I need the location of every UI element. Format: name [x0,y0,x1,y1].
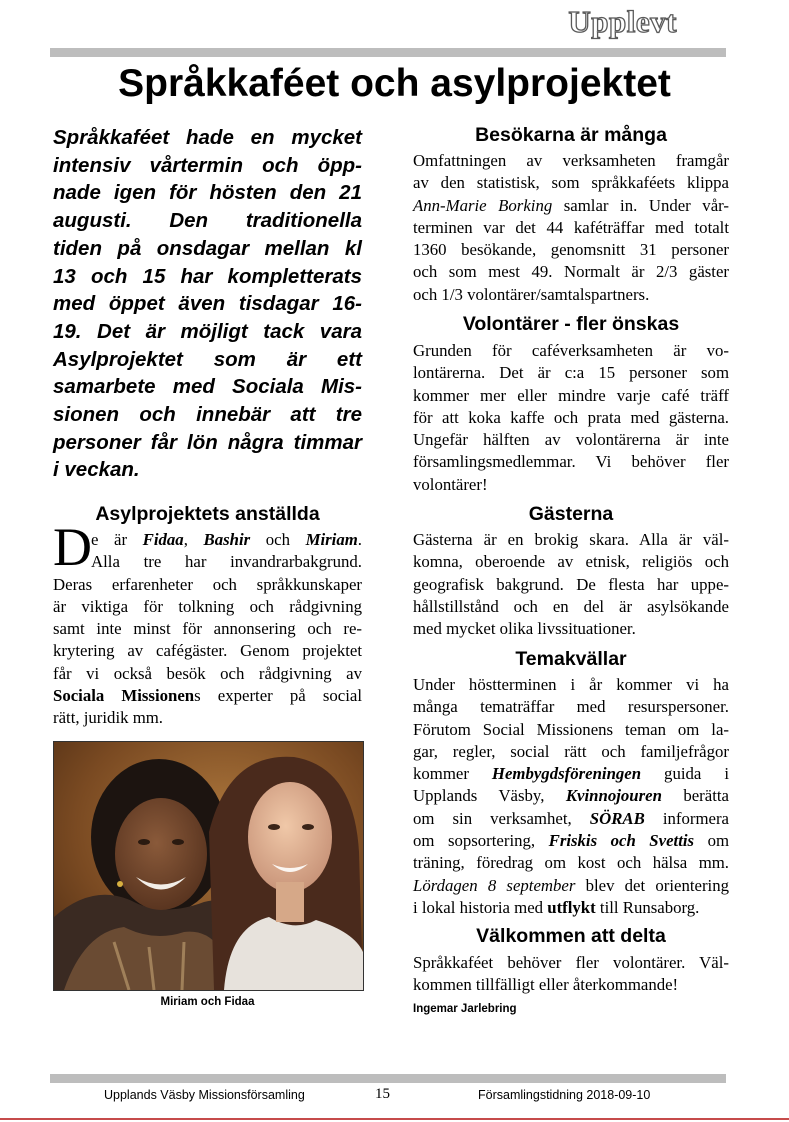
drop-cap: D [53,517,92,577]
volunteers-line: församlingsmedlemmar. Vi behöver fler [413,452,729,472]
footer-issue: Församlingstidning 2018-09-10 [478,1088,651,1102]
staff-line: e är Fidaa, Bashir och Miriam. [91,530,362,549]
volunteers-paragraph [413,340,729,496]
volunteers-line: kommer mer eller mindre varje café träff [413,385,729,405]
staff-line: Alla tre har invandrarbakgrund. [91,552,362,572]
photo-caption: Miriam och Fidaa [160,996,255,1008]
theme-line: i lokal historia med utflykt till Runsaborg. [413,897,700,917]
lead-line: 19. Det är möjligt tack vara [53,319,362,343]
volunteers-line: för att koka kaffe och prata med gästerna. [413,407,729,427]
lead-line: tiden på onsdagar mellan kl [53,236,362,260]
theme-heading: Temakvällar [515,648,627,670]
staff-line: får vi också besök och rådgivning av [53,663,362,683]
staff-line: rätt, juridik mm. [53,708,163,728]
lead-line: Asylprojektet som är ett [53,347,362,371]
lead-line: augusti. Den traditionella [53,209,362,233]
lead-line: 13 och 15 har kompletterats [53,264,362,288]
footer-rule [50,1074,726,1083]
staff-line: är viktiga för tolkning och rådgivning [53,596,362,616]
visitors-line: av den statistisk, som språkkaféets klippa [413,173,729,193]
lead-line: intensiv vårtermin och öpp- [53,153,362,177]
visitors-line: Ann-Marie Borking samlar in. Under vår- [413,195,729,215]
staff-paragraph [53,529,362,730]
guests-line: hållstillstånd och en del är asylsökande [413,596,729,616]
page-number: 15 [375,1086,390,1102]
top-rule [50,48,726,57]
lead-line: sionen och innebär att tre [53,403,362,427]
staff-line: Sociala Missionens experter på social [53,686,362,706]
guests-line: Gästerna är en brokig skara. Alla är väl- [413,530,729,549]
article-headline: Språkkaféet och asylprojektet [118,62,671,105]
volunteers-line: lontärerna. Det är c:a 15 personer som [413,363,729,383]
staff-line: samt inte minst för annonsering och re- [53,619,362,639]
theme-line: kommer Hembygdsföreningen guida i [413,764,729,784]
footer-publisher: Upplands Väsby Missionsförsamling [104,1088,305,1102]
lead-line: nade igen för hösten den 21 [53,181,362,205]
lead-line: personer får lön några timmar [53,430,362,454]
theme-line: gar, regler, social rätt och familjefrågor [413,741,729,761]
lead-line: Språkkaféet hade en mycket [53,126,362,149]
lead-line: samarbete med Sociala Mis- [53,375,362,399]
welcome-paragraph [413,952,729,997]
section-label: Upplevt [568,4,677,39]
visitors-line: och 1/3 volontärer/samtalspartners. [413,284,650,304]
visitors-heading: Besökarna är många [475,124,667,146]
lead-line: med öppet även tisdagar 16- [53,292,362,316]
visitors-line: och som mest 49. Normalt är 2/3 gäster [413,262,729,282]
theme-paragraph [413,674,729,919]
visitors-line: terminen var det 44 kaféträffar med totalt [413,217,729,237]
staff-heading: Asylprojektets anställda [95,503,320,525]
theme-line: om sin verksamhet, SÖRAB informera [413,808,729,828]
guests-line: komna, oberoende av etnisk, religiös och [413,552,729,572]
theme-line: Under höstterminen i år kommer vi ha [413,675,729,694]
welcome-line: kommen tillfälligt eller återkommande! [413,975,679,995]
theme-line: Förutom Social Missionens teman om la- [413,719,729,739]
staff-photo [53,741,364,991]
guests-line: geografisk bakgrund. De flesta har uppe- [413,574,729,594]
welcome-heading: Välkommen att delta [476,925,666,947]
volunteers-line: Ungefär hälften av volontärerna är inte [413,430,729,450]
theme-line: många tematräffar med resurspersoner. [413,697,729,717]
theme-line: Upplands Väsby, Kvinnojouren berätta [413,786,729,806]
visitors-line: Omfattningen av verksamheten framgår [413,151,729,170]
theme-line: om sopsortering, Friskis och Svettis om [413,831,730,851]
theme-line: Lördagen 8 september blev det orientering [413,875,729,895]
lead-paragraph [53,124,362,484]
lead-line: i veckan. [53,458,140,482]
welcome-line: Språkkaféet behöver fler volontärer. Väl- [413,953,729,972]
guests-paragraph [413,529,729,640]
visitors-paragraph [413,150,729,306]
volunteers-line: Grunden för caféverksamheten är vo- [413,341,729,360]
staff-line: krytering av cafégäster. Genom projektet [53,641,362,661]
guests-heading: Gästerna [528,503,614,525]
theme-line: träning, föredrag om kost och hälsa mm. [413,853,729,873]
visitors-line: 1360 besökande, genomsnitt 31 personer [413,240,729,260]
staff-line: Deras erfarenheter och språkkunskaper [53,574,362,594]
volunteers-heading: Volontärer - fler önskas [462,313,680,335]
volunteers-line: volontärer! [413,474,488,494]
author-signature: Ingemar Jarlebring [413,1003,517,1015]
guests-line: med mycket olika livssituationer. [413,619,636,639]
bottom-edge-line [0,1118,789,1120]
